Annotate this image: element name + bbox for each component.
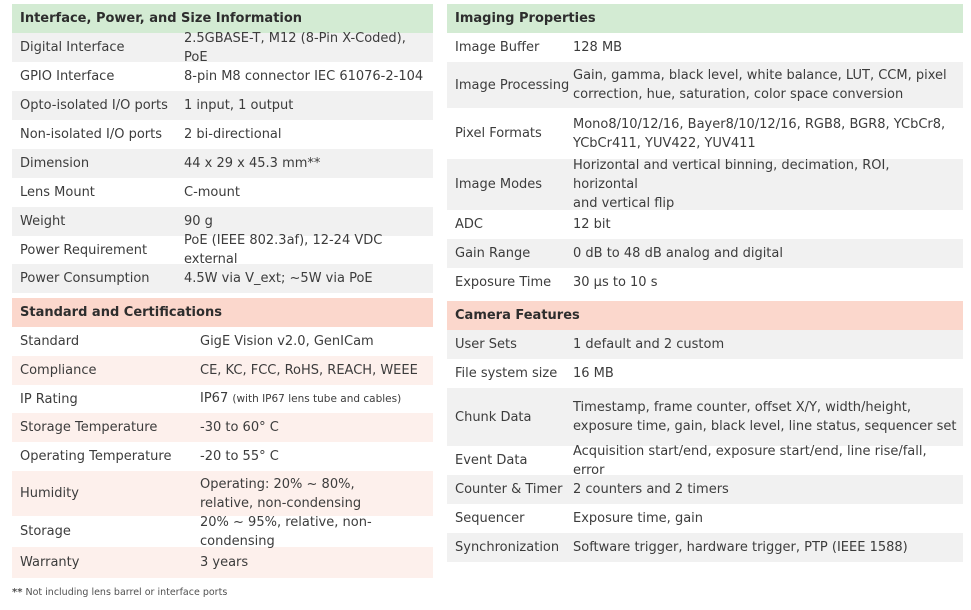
row-value: [573, 38, 963, 57]
table-row: [447, 33, 963, 62]
footnote-mark: **: [12, 587, 23, 598]
row-value-note: (with IP67 lens tube and cables): [232, 393, 402, 405]
left-column: [12, 4, 433, 578]
row-label: Warranty: [20, 555, 80, 570]
section-title-standard: Standard and Certifications: [12, 298, 433, 327]
row-value: [184, 212, 433, 231]
row-value-text: 0 dB to 48 dB analog and digital: [573, 246, 783, 261]
row-value-text: GigE Vision v2.0, GenICam: [200, 334, 374, 349]
row-value-text: -20 to 55° C: [200, 449, 279, 464]
row-value-text: CE, KC, FCC, RoHS, REACH, WEEE: [200, 363, 418, 378]
table-row: [12, 178, 433, 207]
table-row: [12, 442, 433, 471]
row-value-line: Operating: 20% ~ 80%,: [200, 476, 355, 492]
row-label: File system size: [455, 366, 558, 381]
row-value-text: Acquisition start/end, exposure start/end, line rise/fall, error: [573, 443, 927, 478]
row-label: Opto-isolated I/O ports: [20, 98, 168, 113]
table-row: [12, 91, 433, 120]
row-value: [184, 231, 433, 269]
row-value-text: Software trigger, hardware trigger, PTP (IEEE 1588): [573, 540, 908, 555]
row-value-line: relative, non-condensing: [200, 495, 362, 511]
row-value-text: -30 to 60° C: [200, 420, 279, 435]
table-row: [12, 120, 433, 149]
row-value-text: 20% ~ 95%, relative, non-condensing: [200, 514, 372, 549]
row-value-text: 90 g: [184, 214, 213, 229]
row-label: Storage: [20, 524, 71, 539]
row-value-line: Gain, gamma, black level, white balance, LUT, CCM, pixel: [573, 68, 947, 83]
row-value-text: 2 bi-directional: [184, 127, 282, 142]
table-row: [12, 356, 433, 385]
row-value: [184, 154, 433, 173]
table-row: [447, 504, 963, 533]
table-row: [12, 62, 433, 91]
table-row: [12, 327, 433, 356]
row-value-text: 2.5GBASE-T, M12 (8-Pin X-Coded), PoE: [184, 30, 406, 65]
row-label: Sequencer: [455, 511, 525, 526]
table-row: [12, 385, 433, 413]
row-label: Counter & Timer: [455, 482, 563, 497]
row-value: [200, 475, 433, 513]
row-label: Digital Interface: [20, 40, 125, 55]
row-label: Power Requirement: [20, 242, 148, 258]
table-row: [447, 210, 963, 239]
row-value-line: Mono8/10/12/16, Bayer8/10/12/16, RGB8, BGR8, YCbCr8,: [573, 116, 946, 132]
row-value: [573, 66, 963, 104]
row-value: [573, 115, 963, 153]
row-label: ADC: [455, 217, 483, 232]
row-value: [573, 335, 963, 354]
row-label: Synchronization: [455, 540, 560, 555]
table-row: [447, 475, 963, 504]
row-value-text: 12 bit: [573, 217, 611, 232]
table-row: [447, 62, 963, 108]
row-value: [573, 215, 963, 234]
row-value-text: 3 years: [200, 555, 249, 570]
row-value: [200, 361, 433, 380]
row-value: [573, 509, 963, 528]
row-value-line: YCbCr411, YUV422, YUV411: [573, 135, 756, 151]
row-value: [573, 442, 963, 480]
row-label: Image Processing: [455, 77, 570, 93]
row-value-line: Horizontal and vertical binning, decimation, ROI, horizontal: [573, 158, 890, 192]
table-row: [12, 547, 433, 578]
section-title-features: Camera Features: [447, 301, 963, 330]
interface-table: [12, 30, 433, 293]
row-value-text: 16 MB: [573, 366, 614, 381]
table-row: [447, 330, 963, 359]
row-label: GPIO Interface: [20, 69, 115, 84]
table-row: [447, 388, 963, 446]
row-value: [573, 156, 963, 213]
row-value: [184, 125, 433, 144]
row-label: Chunk Data: [455, 409, 532, 425]
row-label: Dimension: [20, 156, 90, 171]
features-table: [447, 330, 963, 562]
row-value: [184, 96, 433, 115]
row-value-line: correction, hue, saturation, color space conversion: [573, 87, 904, 102]
imaging-table: [447, 33, 963, 296]
right-column: [447, 4, 963, 562]
table-row: [447, 443, 963, 478]
row-value-text: 44 x 29 x 45.3 mm**: [184, 156, 321, 171]
row-label: Image Modes: [455, 177, 543, 192]
row-value: [573, 273, 963, 292]
row-value-text: PoE (IEEE 802.3af), 12-24 VDC external: [184, 233, 383, 267]
row-value-text: 128 MB: [573, 40, 623, 55]
row-value-line: and vertical flip: [573, 196, 675, 211]
row-value: [200, 447, 433, 466]
row-label: Standard: [20, 334, 80, 349]
table-row: [447, 108, 963, 159]
row-label: IP Rating: [20, 391, 78, 407]
footnote-text: Not including lens barrel or interface ports: [25, 587, 228, 598]
table-row: [447, 268, 963, 296]
section-title-interface: Interface, Power, and Size Information: [12, 4, 433, 33]
row-label: Humidity: [20, 486, 79, 501]
row-label: Pixel Formats: [455, 126, 542, 141]
row-value: [200, 389, 433, 409]
row-value-text: IP67: [200, 391, 229, 406]
row-label: Event Data: [455, 453, 528, 468]
table-row: [12, 471, 433, 516]
row-label: Lens Mount: [20, 185, 95, 200]
row-value: [573, 538, 963, 557]
row-label: Weight: [20, 214, 66, 229]
row-value: [200, 418, 433, 437]
footnote: [12, 587, 227, 598]
table-row: [447, 159, 963, 210]
row-label: User Sets: [455, 337, 517, 352]
row-label: Power Consumption: [20, 271, 150, 286]
row-value-text: Exposure time, gain: [573, 511, 704, 526]
row-value: [200, 513, 433, 551]
row-label: Non-isolated I/O ports: [20, 127, 163, 142]
row-label: Storage Temperature: [20, 420, 158, 435]
row-label: Gain Range: [455, 246, 531, 261]
row-value-text: 1 default and 2 custom: [573, 337, 725, 352]
row-label: Compliance: [20, 363, 97, 378]
row-value: [573, 480, 963, 499]
row-value: [184, 269, 433, 288]
table-row: [12, 30, 433, 65]
row-value-text: 4.5W via V_ext; ~5W via PoE: [184, 271, 373, 286]
row-label: Image Buffer: [455, 40, 540, 55]
row-value-text: 30 µs to 10 s: [573, 274, 658, 290]
row-value: [184, 29, 433, 67]
standard-table: [12, 327, 433, 578]
row-value: [184, 67, 433, 86]
row-value-line: Timestamp, frame counter, offset X/Y, width/height,: [573, 400, 911, 415]
row-value: [200, 553, 433, 572]
row-label: Operating Temperature: [20, 449, 172, 464]
table-row: [12, 233, 433, 267]
row-value: [184, 183, 433, 202]
table-row: [12, 516, 433, 547]
table-row: [447, 239, 963, 268]
row-value: [573, 244, 963, 263]
table-row: [12, 149, 433, 178]
table-row: [12, 413, 433, 442]
row-label: Exposure Time: [455, 274, 552, 290]
row-value-text: 1 input, 1 output: [184, 98, 294, 113]
row-value: [573, 398, 963, 436]
row-value: [573, 364, 963, 383]
table-row: [447, 359, 963, 388]
row-value-text: 2 counters and 2 timers: [573, 482, 729, 497]
row-value-text: 8-pin M8 connector IEC 61076-2-104: [184, 69, 424, 84]
section-title-imaging: Imaging Properties: [447, 4, 963, 33]
row-value: [200, 332, 433, 351]
table-row: [12, 264, 433, 293]
row-value-line: exposure time, gain, black level, line status, sequencer set: [573, 419, 957, 434]
table-row: [447, 533, 963, 562]
row-value-text: C-mount: [184, 185, 240, 200]
